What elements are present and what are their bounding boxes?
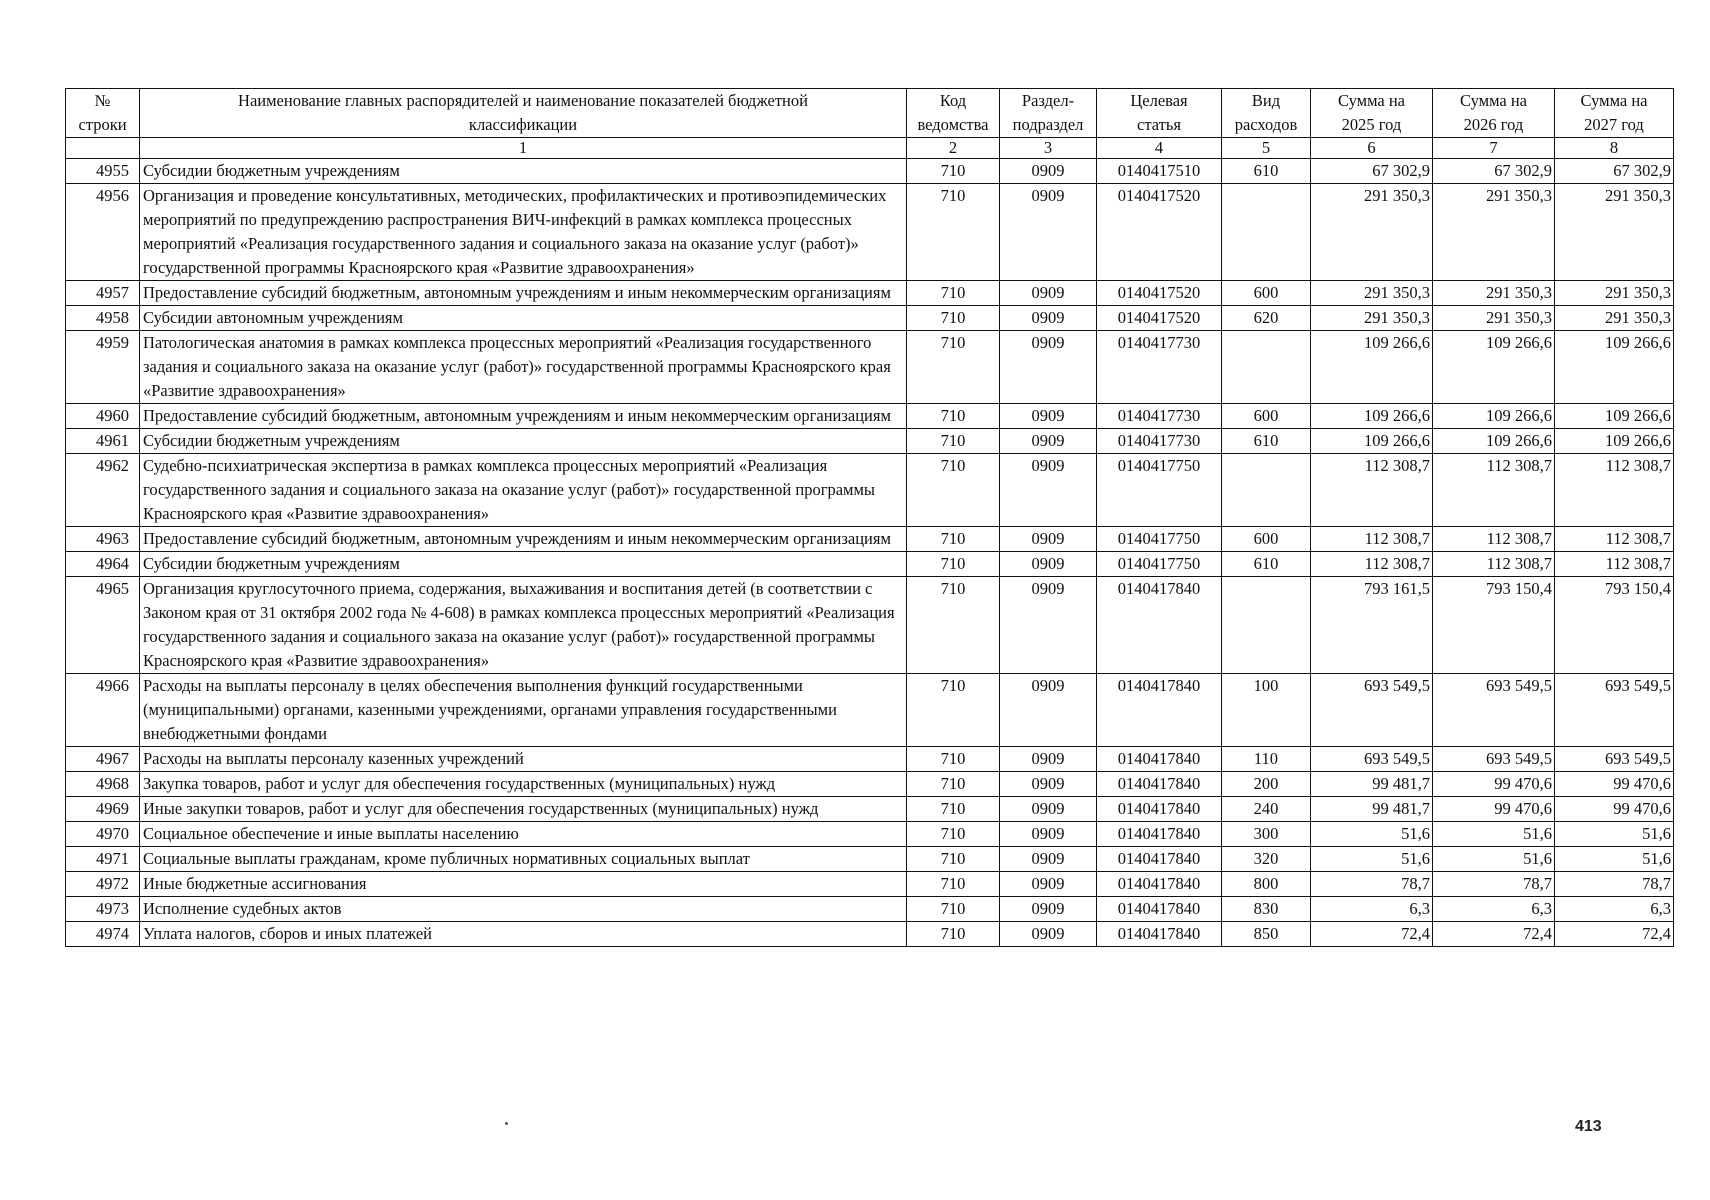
section-cell: 0909 bbox=[1000, 527, 1097, 552]
section-cell: 0909 bbox=[1000, 577, 1097, 674]
name-cell: Предоставление субсидий бюджетным, автономным учреждениям и иным некоммерческим организациям bbox=[140, 281, 907, 306]
sum-2026-cell: 693 549,5 bbox=[1433, 674, 1555, 747]
column-number-row bbox=[66, 138, 1674, 159]
section-cell: 0909 bbox=[1000, 429, 1097, 454]
table-row bbox=[66, 674, 1674, 747]
expense-type-cell bbox=[1222, 331, 1311, 404]
expense-type-cell: 110 bbox=[1222, 747, 1311, 772]
sum-2025-cell: 51,6 bbox=[1311, 847, 1433, 872]
sum-2025-cell: 693 549,5 bbox=[1311, 747, 1433, 772]
sum-2026-cell: 51,6 bbox=[1433, 847, 1555, 872]
table-row bbox=[66, 527, 1674, 552]
column-number: 4 bbox=[1097, 138, 1222, 159]
name-cell: Расходы на выплаты персоналу казенных учреждений bbox=[140, 747, 907, 772]
target-article-cell: 0140417750 bbox=[1097, 552, 1222, 577]
sum-2025-cell: 109 266,6 bbox=[1311, 404, 1433, 429]
sum-2025-cell: 67 302,9 bbox=[1311, 159, 1433, 184]
sum-2025-cell: 109 266,6 bbox=[1311, 331, 1433, 404]
target-article-cell: 0140417840 bbox=[1097, 674, 1222, 747]
target-article-cell: 0140417750 bbox=[1097, 527, 1222, 552]
name-cell: Иные закупки товаров, работ и услуг для обеспечения государственных (муниципальных) нужд bbox=[140, 797, 907, 822]
section-cell: 0909 bbox=[1000, 331, 1097, 404]
section-cell: 0909 bbox=[1000, 747, 1097, 772]
table-row bbox=[66, 184, 1674, 281]
table-row bbox=[66, 772, 1674, 797]
header-sum-2026: Сумма на 2026 год bbox=[1433, 89, 1555, 138]
budget-table bbox=[65, 88, 1674, 947]
row-number-cell: 4971 bbox=[66, 847, 140, 872]
column-number: 1 bbox=[140, 138, 907, 159]
department-code-cell: 710 bbox=[907, 429, 1000, 454]
row-number-cell: 4964 bbox=[66, 552, 140, 577]
target-article-cell: 0140417730 bbox=[1097, 429, 1222, 454]
row-number-cell: 4961 bbox=[66, 429, 140, 454]
name-cell: Уплата налогов, сборов и иных платежей bbox=[140, 922, 907, 947]
name-cell: Предоставление субсидий бюджетным, автономным учреждениям и иным некоммерческим организациям bbox=[140, 527, 907, 552]
sum-2026-cell: 112 308,7 bbox=[1433, 454, 1555, 527]
page-number: 413 bbox=[1575, 1118, 1602, 1135]
sum-2027-cell: 109 266,6 bbox=[1555, 404, 1674, 429]
section-cell: 0909 bbox=[1000, 159, 1097, 184]
table-row bbox=[66, 404, 1674, 429]
department-code-cell: 710 bbox=[907, 822, 1000, 847]
expense-type-cell: 610 bbox=[1222, 159, 1311, 184]
department-code-cell: 710 bbox=[907, 527, 1000, 552]
sum-2027-cell: 291 350,3 bbox=[1555, 184, 1674, 281]
table-row bbox=[66, 281, 1674, 306]
section-cell: 0909 bbox=[1000, 281, 1097, 306]
sum-2026-cell: 109 266,6 bbox=[1433, 404, 1555, 429]
header-target-article: Целевая статья bbox=[1097, 89, 1222, 138]
expense-type-cell: 610 bbox=[1222, 552, 1311, 577]
department-code-cell: 710 bbox=[907, 922, 1000, 947]
name-cell: Организация и проведение консультативных, методических, профилактических и противоэпидемических мероприятий по предупреждению распространения ВИЧ-инфекций в рамках комплекса процессных мероприятий «Реализация государственного задания и социального заказа на оказание услуг (работ)» государственной программы Красноярского края «Развитие здравоохранения» bbox=[140, 184, 907, 281]
target-article-cell: 0140417520 bbox=[1097, 184, 1222, 281]
expense-type-cell: 800 bbox=[1222, 872, 1311, 897]
sum-2027-cell: 291 350,3 bbox=[1555, 306, 1674, 331]
sum-2025-cell: 112 308,7 bbox=[1311, 454, 1433, 527]
sum-2027-cell: 693 549,5 bbox=[1555, 674, 1674, 747]
sum-2027-cell: 109 266,6 bbox=[1555, 331, 1674, 404]
department-code-cell: 710 bbox=[907, 331, 1000, 404]
expense-type-cell bbox=[1222, 454, 1311, 527]
row-number-cell: 4963 bbox=[66, 527, 140, 552]
name-cell: Закупка товаров, работ и услуг для обеспечения государственных (муниципальных) нужд bbox=[140, 772, 907, 797]
target-article-cell: 0140417840 bbox=[1097, 872, 1222, 897]
section-cell: 0909 bbox=[1000, 674, 1097, 747]
expense-type-cell bbox=[1222, 577, 1311, 674]
sum-2026-cell: 67 302,9 bbox=[1433, 159, 1555, 184]
sum-2025-cell: 793 161,5 bbox=[1311, 577, 1433, 674]
sum-2026-cell: 793 150,4 bbox=[1433, 577, 1555, 674]
sum-2025-cell: 99 481,7 bbox=[1311, 797, 1433, 822]
name-cell: Субсидии бюджетным учреждениям bbox=[140, 429, 907, 454]
row-number-cell: 4959 bbox=[66, 331, 140, 404]
sum-2026-cell: 6,3 bbox=[1433, 897, 1555, 922]
sum-2026-cell: 291 350,3 bbox=[1433, 184, 1555, 281]
sum-2027-cell: 6,3 bbox=[1555, 897, 1674, 922]
row-number-cell: 4970 bbox=[66, 822, 140, 847]
sum-2025-cell: 99 481,7 bbox=[1311, 772, 1433, 797]
target-article-cell: 0140417510 bbox=[1097, 159, 1222, 184]
target-article-cell: 0140417840 bbox=[1097, 747, 1222, 772]
expense-type-cell: 100 bbox=[1222, 674, 1311, 747]
column-number-blank bbox=[66, 138, 140, 159]
table-row bbox=[66, 797, 1674, 822]
section-cell: 0909 bbox=[1000, 897, 1097, 922]
expense-type-cell: 240 bbox=[1222, 797, 1311, 822]
sum-2027-cell: 51,6 bbox=[1555, 847, 1674, 872]
department-code-cell: 710 bbox=[907, 772, 1000, 797]
section-cell: 0909 bbox=[1000, 847, 1097, 872]
column-number: 5 bbox=[1222, 138, 1311, 159]
section-cell: 0909 bbox=[1000, 552, 1097, 577]
sum-2027-cell: 291 350,3 bbox=[1555, 281, 1674, 306]
table-header bbox=[66, 89, 1674, 159]
sum-2027-cell: 112 308,7 bbox=[1555, 527, 1674, 552]
sum-2026-cell: 109 266,6 bbox=[1433, 429, 1555, 454]
table-row bbox=[66, 897, 1674, 922]
row-number-cell: 4972 bbox=[66, 872, 140, 897]
header-row-number: № строки bbox=[66, 89, 140, 138]
sum-2027-cell: 51,6 bbox=[1555, 822, 1674, 847]
target-article-cell: 0140417520 bbox=[1097, 281, 1222, 306]
sum-2025-cell: 112 308,7 bbox=[1311, 552, 1433, 577]
section-cell: 0909 bbox=[1000, 454, 1097, 527]
target-article-cell: 0140417730 bbox=[1097, 404, 1222, 429]
section-cell: 0909 bbox=[1000, 822, 1097, 847]
sum-2027-cell: 67 302,9 bbox=[1555, 159, 1674, 184]
table-row bbox=[66, 747, 1674, 772]
row-number-cell: 4960 bbox=[66, 404, 140, 429]
sum-2027-cell: 693 549,5 bbox=[1555, 747, 1674, 772]
target-article-cell: 0140417520 bbox=[1097, 306, 1222, 331]
sum-2027-cell: 109 266,6 bbox=[1555, 429, 1674, 454]
target-article-cell: 0140417840 bbox=[1097, 822, 1222, 847]
table-row bbox=[66, 159, 1674, 184]
table-row bbox=[66, 552, 1674, 577]
sum-2026-cell: 291 350,3 bbox=[1433, 306, 1555, 331]
department-code-cell: 710 bbox=[907, 404, 1000, 429]
target-article-cell: 0140417840 bbox=[1097, 577, 1222, 674]
table-body bbox=[66, 159, 1674, 947]
name-cell: Социальные выплаты гражданам, кроме публичных нормативных социальных выплат bbox=[140, 847, 907, 872]
sum-2025-cell: 78,7 bbox=[1311, 872, 1433, 897]
target-article-cell: 0140417730 bbox=[1097, 331, 1222, 404]
sum-2026-cell: 693 549,5 bbox=[1433, 747, 1555, 772]
department-code-cell: 710 bbox=[907, 184, 1000, 281]
row-number-cell: 4962 bbox=[66, 454, 140, 527]
table-row bbox=[66, 429, 1674, 454]
department-code-cell: 710 bbox=[907, 552, 1000, 577]
name-cell: Расходы на выплаты персоналу в целях обеспечения выполнения функций государственными (муниципальными) органами, казенными учреждениями, органами управления государственными внебюджетными фондами bbox=[140, 674, 907, 747]
department-code-cell: 710 bbox=[907, 847, 1000, 872]
expense-type-cell: 850 bbox=[1222, 922, 1311, 947]
name-cell: Социальное обеспечение и иные выплаты населению bbox=[140, 822, 907, 847]
scan-speck bbox=[505, 1122, 508, 1125]
expense-type-cell: 600 bbox=[1222, 281, 1311, 306]
expense-type-cell: 620 bbox=[1222, 306, 1311, 331]
column-number: 7 bbox=[1433, 138, 1555, 159]
expense-type-cell: 200 bbox=[1222, 772, 1311, 797]
sum-2025-cell: 693 549,5 bbox=[1311, 674, 1433, 747]
target-article-cell: 0140417840 bbox=[1097, 772, 1222, 797]
expense-type-cell bbox=[1222, 184, 1311, 281]
name-cell: Субсидии автономным учреждениям bbox=[140, 306, 907, 331]
section-cell: 0909 bbox=[1000, 404, 1097, 429]
section-cell: 0909 bbox=[1000, 772, 1097, 797]
column-number: 3 bbox=[1000, 138, 1097, 159]
sum-2027-cell: 112 308,7 bbox=[1555, 552, 1674, 577]
sum-2025-cell: 51,6 bbox=[1311, 822, 1433, 847]
department-code-cell: 710 bbox=[907, 454, 1000, 527]
table-row bbox=[66, 331, 1674, 404]
sum-2027-cell: 72,4 bbox=[1555, 922, 1674, 947]
expense-type-cell: 830 bbox=[1222, 897, 1311, 922]
sum-2025-cell: 109 266,6 bbox=[1311, 429, 1433, 454]
row-number-cell: 4966 bbox=[66, 674, 140, 747]
expense-type-cell: 320 bbox=[1222, 847, 1311, 872]
sum-2025-cell: 112 308,7 bbox=[1311, 527, 1433, 552]
name-cell: Предоставление субсидий бюджетным, автономным учреждениям и иным некоммерческим организациям bbox=[140, 404, 907, 429]
sum-2025-cell: 291 350,3 bbox=[1311, 281, 1433, 306]
sum-2026-cell: 99 470,6 bbox=[1433, 797, 1555, 822]
department-code-cell: 710 bbox=[907, 872, 1000, 897]
section-cell: 0909 bbox=[1000, 184, 1097, 281]
sum-2026-cell: 78,7 bbox=[1433, 872, 1555, 897]
target-article-cell: 0140417840 bbox=[1097, 897, 1222, 922]
target-article-cell: 0140417840 bbox=[1097, 847, 1222, 872]
row-number-cell: 4958 bbox=[66, 306, 140, 331]
name-cell: Судебно-психиатрическая экспертиза в рамках комплекса процессных мероприятий «Реализация государственного задания и социального заказа на оказание услуг (работ)» государственной программы Красноярского края «Развитие здравоохранения» bbox=[140, 454, 907, 527]
sum-2025-cell: 291 350,3 bbox=[1311, 306, 1433, 331]
table-row bbox=[66, 822, 1674, 847]
name-cell: Исполнение судебных актов bbox=[140, 897, 907, 922]
expense-type-cell: 610 bbox=[1222, 429, 1311, 454]
target-article-cell: 0140417840 bbox=[1097, 922, 1222, 947]
expense-type-cell: 300 bbox=[1222, 822, 1311, 847]
target-article-cell: 0140417840 bbox=[1097, 797, 1222, 822]
department-code-cell: 710 bbox=[907, 577, 1000, 674]
table-row bbox=[66, 454, 1674, 527]
column-number: 2 bbox=[907, 138, 1000, 159]
header-expense-type: Вид расходов bbox=[1222, 89, 1311, 138]
section-cell: 0909 bbox=[1000, 872, 1097, 897]
department-code-cell: 710 bbox=[907, 797, 1000, 822]
expense-type-cell: 600 bbox=[1222, 527, 1311, 552]
row-number-cell: 4968 bbox=[66, 772, 140, 797]
sum-2027-cell: 99 470,6 bbox=[1555, 797, 1674, 822]
header-sum-2025: Сумма на 2025 год bbox=[1311, 89, 1433, 138]
sum-2025-cell: 291 350,3 bbox=[1311, 184, 1433, 281]
section-cell: 0909 bbox=[1000, 797, 1097, 822]
row-number-cell: 4957 bbox=[66, 281, 140, 306]
header-sum-2027: Сумма на 2027 год bbox=[1555, 89, 1674, 138]
sum-2027-cell: 793 150,4 bbox=[1555, 577, 1674, 674]
target-article-cell: 0140417750 bbox=[1097, 454, 1222, 527]
sum-2026-cell: 72,4 bbox=[1433, 922, 1555, 947]
department-code-cell: 710 bbox=[907, 747, 1000, 772]
table-row bbox=[66, 847, 1674, 872]
sum-2026-cell: 112 308,7 bbox=[1433, 527, 1555, 552]
header-section: Раздел- подраздел bbox=[1000, 89, 1097, 138]
row-number-cell: 4974 bbox=[66, 922, 140, 947]
sum-2027-cell: 99 470,6 bbox=[1555, 772, 1674, 797]
sum-2026-cell: 112 308,7 bbox=[1433, 552, 1555, 577]
name-cell: Патологическая анатомия в рамках комплекса процессных мероприятий «Реализация государственного задания и социального заказа на оказание услуг (работ)» государственной программы Красноярского края «Развитие здравоохранения» bbox=[140, 331, 907, 404]
column-number: 8 bbox=[1555, 138, 1674, 159]
sum-2025-cell: 72,4 bbox=[1311, 922, 1433, 947]
row-number-cell: 4965 bbox=[66, 577, 140, 674]
sum-2026-cell: 291 350,3 bbox=[1433, 281, 1555, 306]
table-row bbox=[66, 577, 1674, 674]
sum-2027-cell: 78,7 bbox=[1555, 872, 1674, 897]
name-cell: Субсидии бюджетным учреждениям bbox=[140, 552, 907, 577]
row-number-cell: 4956 bbox=[66, 184, 140, 281]
name-cell: Субсидии бюджетным учреждениям bbox=[140, 159, 907, 184]
sum-2026-cell: 51,6 bbox=[1433, 822, 1555, 847]
header-name: Наименование главных распорядителей и наименование показателей бюджетной классификации bbox=[140, 89, 907, 138]
table-row bbox=[66, 872, 1674, 897]
row-number-cell: 4973 bbox=[66, 897, 140, 922]
name-cell: Иные бюджетные ассигнования bbox=[140, 872, 907, 897]
table-row bbox=[66, 306, 1674, 331]
expense-type-cell: 600 bbox=[1222, 404, 1311, 429]
department-code-cell: 710 bbox=[907, 897, 1000, 922]
name-cell: Организация круглосуточного приема, содержания, выхаживания и воспитания детей (в соответствии с Законом края от 31 октября 2002 года № 4-608) в рамках комплекса процессных мероприятий «Реализация государственного задания и социального заказа на оказание услуг (работ)» государственной программы Красноярского края «Развитие здравоохранения» bbox=[140, 577, 907, 674]
section-cell: 0909 bbox=[1000, 306, 1097, 331]
department-code-cell: 710 bbox=[907, 281, 1000, 306]
sum-2026-cell: 109 266,6 bbox=[1433, 331, 1555, 404]
section-cell: 0909 bbox=[1000, 922, 1097, 947]
row-number-cell: 4955 bbox=[66, 159, 140, 184]
sum-2027-cell: 112 308,7 bbox=[1555, 454, 1674, 527]
department-code-cell: 710 bbox=[907, 306, 1000, 331]
row-number-cell: 4969 bbox=[66, 797, 140, 822]
department-code-cell: 710 bbox=[907, 674, 1000, 747]
sum-2025-cell: 6,3 bbox=[1311, 897, 1433, 922]
sum-2026-cell: 99 470,6 bbox=[1433, 772, 1555, 797]
column-number: 6 bbox=[1311, 138, 1433, 159]
header-department-code: Код ведомства bbox=[907, 89, 1000, 138]
table-row bbox=[66, 922, 1674, 947]
row-number-cell: 4967 bbox=[66, 747, 140, 772]
department-code-cell: 710 bbox=[907, 159, 1000, 184]
